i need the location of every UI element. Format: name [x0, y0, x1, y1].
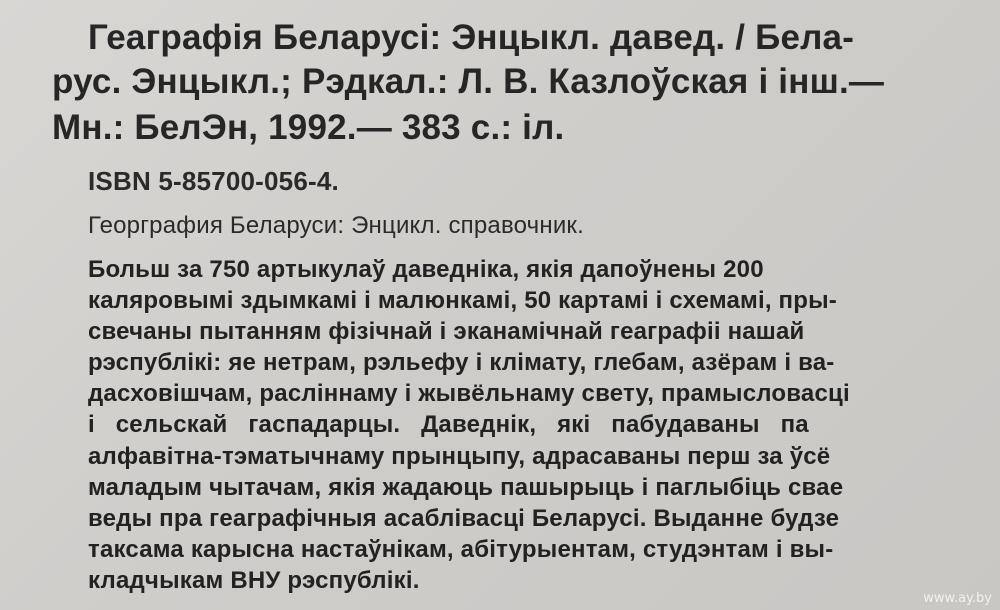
isbn-line: ISBN 5-85700-056-4.	[88, 166, 339, 196]
abstract-line-8: маладым чытачам, якія жадаюць пашырыць і паглыбіць свае	[88, 474, 844, 501]
site-watermark: www.ay.by	[923, 591, 992, 606]
abstract-line-1: Больш за 750 артыкулаў даведніка, якія дапоўнены 200	[88, 256, 764, 283]
abstract-line-2: каляровымі здымкамі і малюнкамі, 50 картамі і схемамі, пры-	[88, 287, 838, 314]
abstract-line-7: алфавітна-тэматычнаму прынцыпу, адрасаваны перш за ўсё	[88, 443, 831, 470]
abstract-line-6: і сельскай гаспадарцы. Даведнік, які пабудаваны па	[88, 411, 809, 438]
abstract-line-3: свечаны пытанням фізічнай і эканамічнай геаграфіі нашай	[88, 318, 805, 345]
heading-line-3: Мн.: БелЭн, 1992.— 383 с.: іл.	[52, 108, 565, 147]
abstract-line-9: веды пра геаграфічныя асаблівасці Беларусі. Выданне будзе	[88, 505, 840, 532]
heading-line-1: Геаграфія Беларусі: Энцыкл. давед. / Бела-	[88, 18, 855, 57]
abstract-line-10: таксама карысна настаўнікам, абітурыентам, студэнтам і вы-	[88, 536, 834, 563]
abstract-line-11: кладчыкам ВНУ рэспублікі.	[88, 567, 420, 594]
abstract-line-4: рэспублікі: яе нетрам, рэльефу і клімату, глебам, азёрам і ва-	[88, 349, 835, 376]
russian-title-line: Георграфия Беларуси: Энцикл. справочник.	[88, 212, 584, 239]
heading-line-2: рус. Энцыкл.; Рэдкал.: Л. В. Казлоўская і інш.—	[52, 62, 885, 101]
abstract-line-5: дасховішчам, раслiннаму і жывёльнаму свету, прамысловасці	[88, 380, 850, 407]
